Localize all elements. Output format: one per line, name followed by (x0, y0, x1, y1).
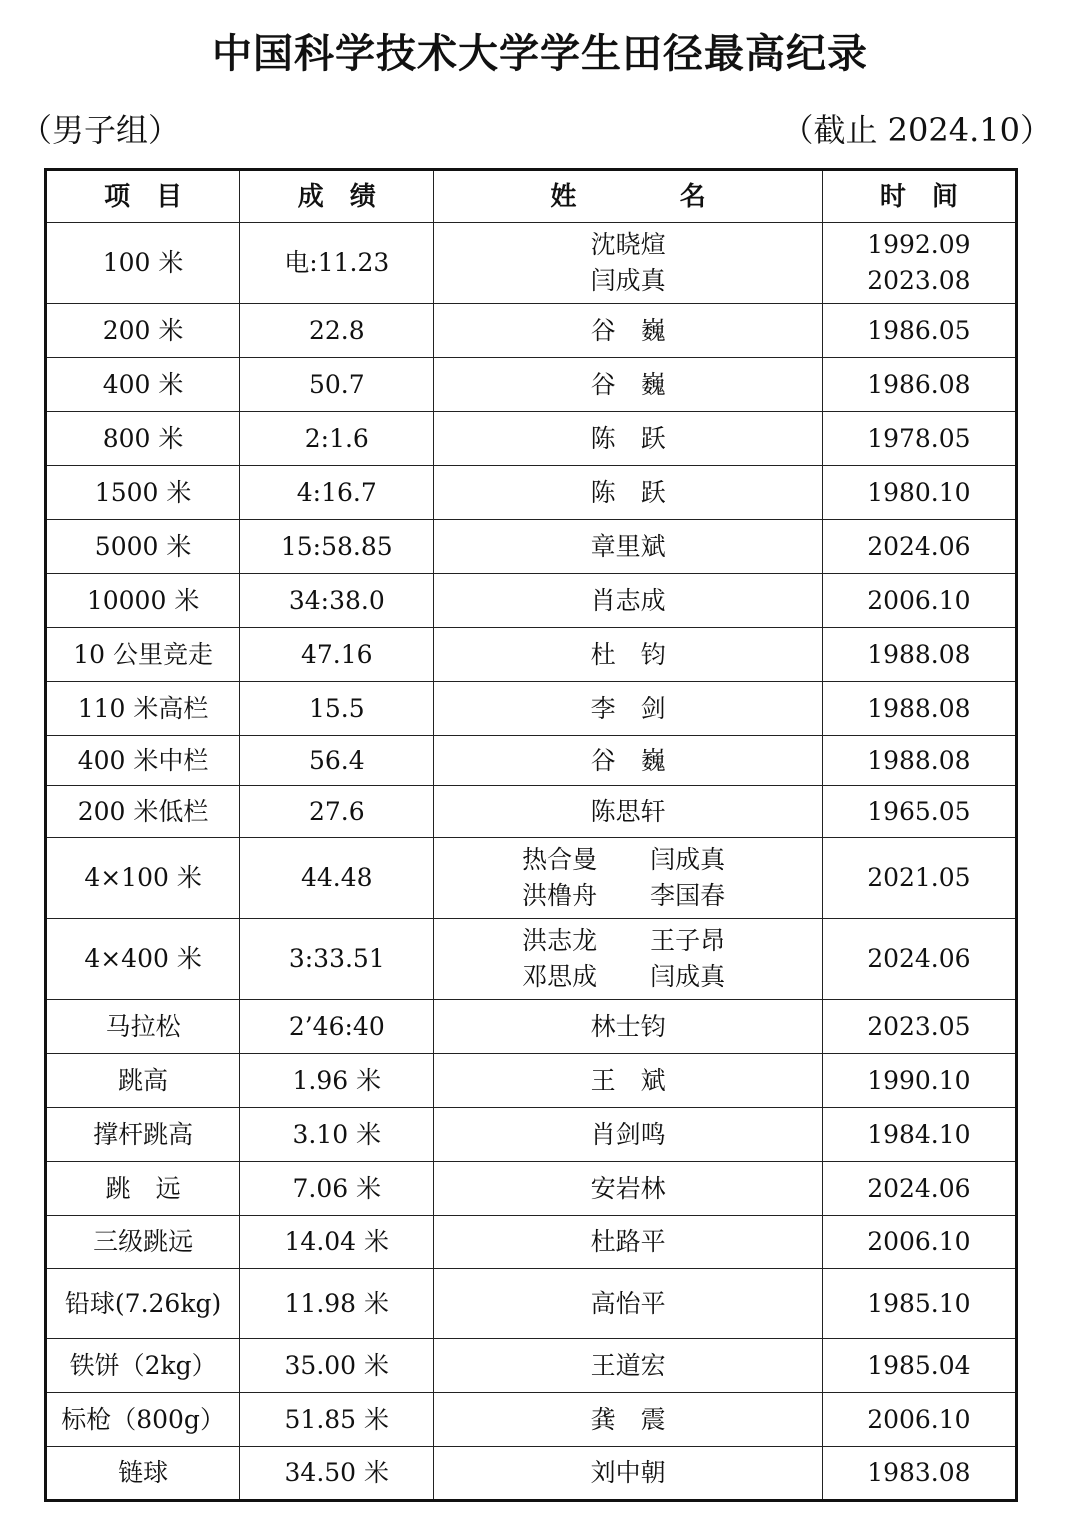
event-cell: 110 米高栏 (46, 682, 240, 736)
athlete-name: 林士钧 (590, 1011, 666, 1041)
result-cell: 2:1.6 (240, 412, 434, 466)
table-row (46, 736, 1017, 786)
name-cell (434, 1216, 822, 1269)
records-body (46, 223, 1017, 1501)
record-date: 2006.10 (867, 1404, 971, 1434)
record-date: 2024.06 (867, 944, 971, 973)
table-row (46, 412, 1017, 466)
date-cell (822, 1216, 1016, 1269)
name-cell (434, 919, 822, 1000)
header-name-second: 名 (679, 181, 706, 212)
athlete-name: 刘中朝 (590, 1458, 666, 1487)
header-result: 成 绩 (240, 170, 434, 223)
date-cell (822, 358, 1016, 412)
athlete-name: 龚 震 (590, 1404, 666, 1434)
date-cell (822, 1054, 1016, 1108)
table-row (46, 1447, 1017, 1501)
table-row (46, 1339, 1017, 1393)
result-cell: 51.85 米 (240, 1393, 434, 1447)
record-date: 1965.05 (867, 796, 971, 826)
record-date: 2006.10 (867, 585, 971, 615)
table-row (46, 1216, 1017, 1269)
result-cell: 50.7 (240, 358, 434, 412)
name-cell (434, 786, 822, 838)
date-cell (822, 223, 1016, 304)
name-cell (434, 223, 822, 304)
records-table (44, 168, 1018, 1502)
table-row (46, 919, 1017, 1000)
table-row (46, 786, 1017, 838)
record-date: 1986.08 (867, 369, 971, 399)
record-date: 2021.05 (867, 863, 971, 892)
date-cell (822, 628, 1016, 682)
athlete-name: 谷 巍 (590, 315, 666, 345)
event-cell: 800 米 (46, 412, 240, 466)
record-date: 1988.08 (867, 693, 971, 723)
athlete-name: 闫成真 (650, 845, 726, 874)
athlete-name: 安岩林 (590, 1173, 666, 1203)
table-row (46, 682, 1017, 736)
date-cell (822, 1108, 1016, 1162)
record-date: 1983.08 (867, 1458, 971, 1487)
event-cell: 400 米 (46, 358, 240, 412)
result-cell: 27.6 (240, 786, 434, 838)
event-cell: 跳 远 (46, 1162, 240, 1216)
athlete-name: 陈 跃 (590, 423, 666, 453)
table-row (46, 1393, 1017, 1447)
header-event: 项 目 (46, 170, 240, 223)
date-cell (822, 1393, 1016, 1447)
athlete-name: 高怡平 (590, 1288, 666, 1318)
name-cell (434, 628, 822, 682)
result-cell: 56.4 (240, 736, 434, 786)
name-cell (434, 1108, 822, 1162)
result-cell: 11.98 米 (240, 1269, 434, 1339)
event-cell: 1500 米 (46, 466, 240, 520)
record-date: 1984.10 (867, 1119, 971, 1149)
result-cell: 15.5 (240, 682, 434, 736)
athlete-name: 王子昂 (650, 926, 726, 955)
record-date: 1985.04 (867, 1350, 971, 1380)
table-row (46, 223, 1017, 304)
table-row (46, 358, 1017, 412)
table-row (46, 520, 1017, 574)
name-cell (434, 358, 822, 412)
date-cell (822, 1000, 1016, 1054)
event-cell: 铅球(7.26kg) (46, 1269, 240, 1339)
result-cell: 3:33.51 (240, 919, 434, 1000)
record-date: 2024.06 (867, 531, 971, 561)
result-cell: 35.00 米 (240, 1339, 434, 1393)
result-cell: 15:58.85 (240, 520, 434, 574)
name-cell (434, 838, 822, 919)
result-cell: 2’46:40 (240, 1000, 434, 1054)
event-cell: 铁饼（2kg） (46, 1339, 240, 1393)
date-cell (822, 520, 1016, 574)
name-cell (434, 1269, 822, 1339)
athlete-name: 陈思轩 (590, 796, 666, 826)
record-date: 1980.10 (867, 477, 971, 507)
event-cell: 400 米中栏 (46, 736, 240, 786)
date-cell (822, 838, 1016, 919)
date-cell (822, 1269, 1016, 1339)
table-row (46, 1269, 1017, 1339)
table-row (46, 574, 1017, 628)
name-cell (434, 1447, 822, 1501)
name-cell (434, 466, 822, 520)
name-cell (434, 1393, 822, 1447)
date-cell (822, 1162, 1016, 1216)
event-cell: 马拉松 (46, 1000, 240, 1054)
date-cell (822, 574, 1016, 628)
athlete-name: 肖剑鸣 (590, 1119, 666, 1149)
table-header-row (46, 170, 1017, 223)
group-label: （男子组） (20, 111, 181, 149)
record-date: 1978.05 (867, 423, 971, 453)
event-cell: 4×100 米 (46, 838, 240, 919)
athlete-name: 王道宏 (590, 1350, 666, 1380)
athlete-name: 肖志成 (590, 585, 666, 615)
record-date: 1985.10 (867, 1288, 971, 1318)
athlete-name: 谷 巍 (590, 369, 666, 399)
header-name (434, 170, 822, 223)
result-cell: 1.96 米 (240, 1054, 434, 1108)
result-cell: 34:38.0 (240, 574, 434, 628)
table-row (46, 1054, 1017, 1108)
event-cell: 100 米 (46, 223, 240, 304)
result-cell: 3.10 米 (240, 1108, 434, 1162)
result-cell: 44.48 (240, 838, 434, 919)
table-row (46, 1162, 1017, 1216)
result-cell: 34.50 米 (240, 1447, 434, 1501)
result-cell: 14.04 米 (240, 1216, 434, 1269)
athlete-name: 杜路平 (590, 1227, 666, 1256)
name-cell (434, 682, 822, 736)
event-cell: 200 米 (46, 304, 240, 358)
athlete-name: 王 斌 (590, 1065, 666, 1095)
table-row (46, 1108, 1017, 1162)
athlete-name: 洪志龙 (522, 926, 598, 955)
athlete-name: 热合曼 (522, 845, 598, 874)
record-date: 1986.05 (867, 315, 971, 345)
event-cell: 三级跳远 (46, 1216, 240, 1269)
athlete-name: 沈晓煊 (590, 230, 666, 259)
date-cell (822, 786, 1016, 838)
record-date: 1990.10 (867, 1065, 971, 1095)
event-cell: 跳高 (46, 1054, 240, 1108)
athlete-name: 谷 巍 (590, 745, 666, 775)
name-cell (434, 520, 822, 574)
result-cell: 7.06 米 (240, 1162, 434, 1216)
result-cell: 22.8 (240, 304, 434, 358)
event-cell: 200 米低栏 (46, 786, 240, 838)
athlete-name: 李 剑 (590, 693, 666, 723)
athlete-name: 洪橹舟 (522, 881, 598, 910)
date-cell (822, 1339, 1016, 1393)
date-cell (822, 304, 1016, 358)
event-cell: 10 公里竞走 (46, 628, 240, 682)
date-cell (822, 682, 1016, 736)
record-date: 1988.08 (867, 745, 971, 775)
record-date: 1988.08 (867, 639, 971, 669)
record-date: 2023.05 (867, 1011, 971, 1041)
name-cell (434, 304, 822, 358)
date-cell (822, 919, 1016, 1000)
page-title: 中国科学技术大学学生田径最高纪录 (212, 31, 868, 77)
athlete-name: 闫成真 (650, 962, 726, 991)
table-row (46, 304, 1017, 358)
table-row (46, 628, 1017, 682)
event-cell: 链球 (46, 1447, 240, 1501)
athlete-name: 章里斌 (590, 531, 666, 561)
date-cell (822, 412, 1016, 466)
as-of-date: （截止 2024.10） (781, 111, 1052, 149)
result-cell: 4:16.7 (240, 466, 434, 520)
date-cell (822, 466, 1016, 520)
name-cell (434, 1162, 822, 1216)
athlete-name: 闫成真 (590, 266, 666, 295)
athlete-name: 陈 跃 (590, 477, 666, 507)
athlete-name: 李国春 (650, 881, 726, 910)
name-cell (434, 1000, 822, 1054)
table-row (46, 838, 1017, 919)
event-cell: 撑杆跳高 (46, 1108, 240, 1162)
event-cell: 标枪（800g） (46, 1393, 240, 1447)
name-cell (434, 412, 822, 466)
result-cell: 47.16 (240, 628, 434, 682)
result-cell: 电:11.23 (240, 223, 434, 304)
event-cell: 10000 米 (46, 574, 240, 628)
name-cell (434, 1339, 822, 1393)
record-date: 2006.10 (867, 1227, 971, 1256)
record-date: 2024.06 (867, 1173, 971, 1203)
table-row (46, 1000, 1017, 1054)
header-name-first: 姓 (550, 181, 577, 212)
date-cell (822, 1447, 1016, 1501)
name-cell (434, 736, 822, 786)
table-row (46, 466, 1017, 520)
name-cell (434, 1054, 822, 1108)
event-cell: 4×400 米 (46, 919, 240, 1000)
header-date: 时 间 (822, 170, 1016, 223)
athlete-name: 邓思成 (522, 962, 598, 991)
record-date: 1992.09 (867, 230, 971, 259)
event-cell: 5000 米 (46, 520, 240, 574)
date-cell (822, 736, 1016, 786)
record-date: 2023.08 (867, 266, 971, 295)
name-cell (434, 574, 822, 628)
athlete-name: 杜 钧 (590, 639, 666, 669)
